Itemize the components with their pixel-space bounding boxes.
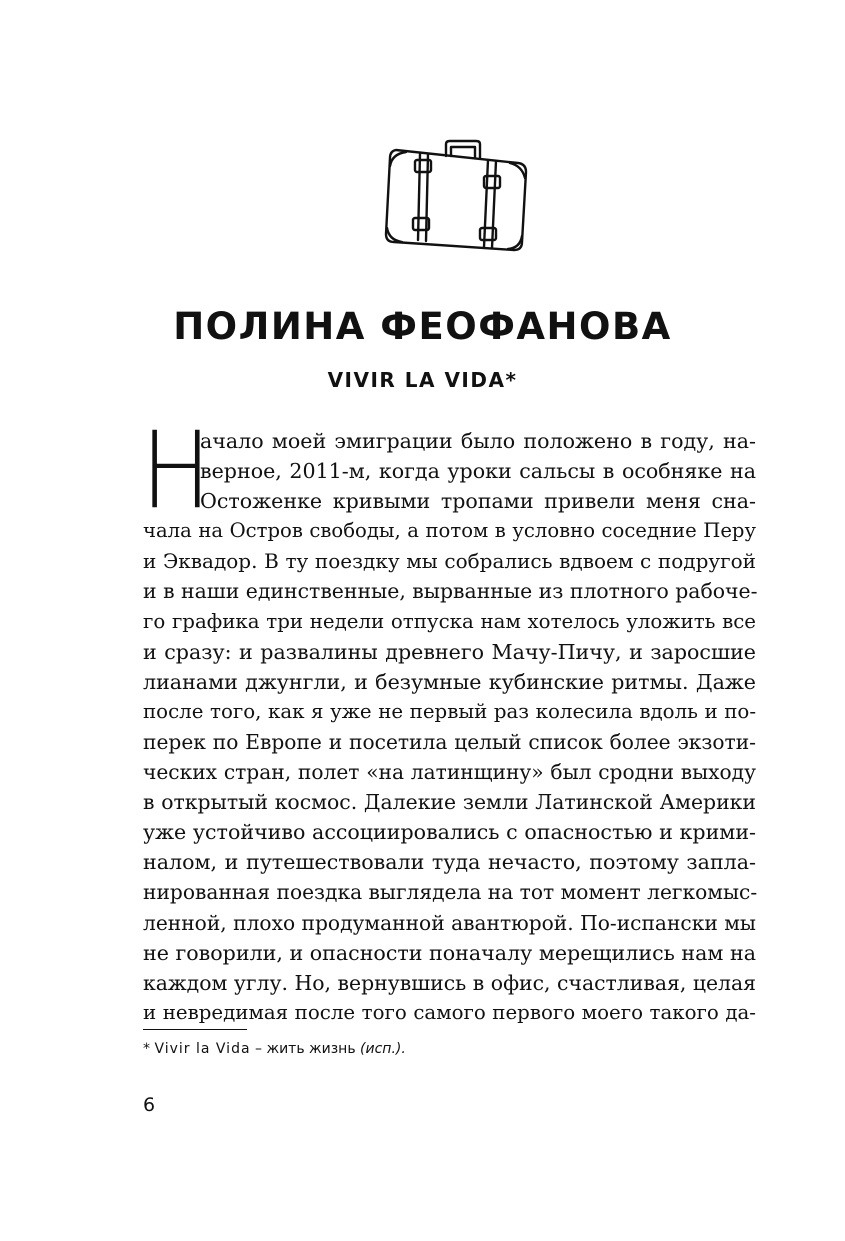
footnote-language: (исп.). bbox=[360, 1041, 406, 1057]
text-line: налом, и путешествовали туда нечасто, поэтому запла- bbox=[143, 850, 756, 875]
text-line: Остоженке кривыми тропами привели меня сна- bbox=[200, 489, 756, 514]
text-line: ленной, плохо продуманной авантюрой. По-испански мы bbox=[143, 910, 756, 935]
text-line: и в наши единственные, вырванные из плотного рабоче- bbox=[143, 579, 758, 604]
footnote-marker: * bbox=[143, 1041, 150, 1057]
footnote-term: Vivir la Vida bbox=[154, 1041, 251, 1057]
body-text bbox=[141, 409, 758, 1028]
text-line: перек по Европе и посетила целый список более экзоти- bbox=[143, 729, 756, 754]
text-line: лианами джунгли, и безумные кубинские ритмы. Даже bbox=[143, 669, 756, 694]
suitcase-icon bbox=[380, 136, 530, 256]
text-line: и невредимая после того самого первого моего такого да- bbox=[143, 1000, 756, 1024]
page-number: 6 bbox=[143, 1094, 156, 1116]
text-line: чала на Остров свободы, а потом в условно соседние Перу bbox=[143, 519, 756, 543]
text-line: нированная поездка выглядела на тот момент легкомыс- bbox=[143, 880, 758, 905]
text-line: и сразу: и развалины древнего Мачу-Пичу, и заросшие bbox=[143, 639, 756, 664]
text-line: и Эквадор. В ту поездку мы собрались вдвоем с подругой bbox=[143, 549, 756, 574]
author-name: ПОЛИНА ФЕОФАНОВА bbox=[173, 305, 672, 348]
text-line: уже устойчиво ассоциировались с опасностью и крими- bbox=[143, 820, 756, 845]
chapter-subtitle: VIVIR LA VIDA* bbox=[327, 368, 518, 392]
text-line: верное, 2011-м, когда уроки сальсы в особняке на bbox=[200, 459, 756, 484]
text-line: после того, как я уже не первый раз колесила вдоль и по- bbox=[143, 699, 756, 723]
text-line: не говорили, и опасности поначалу мерещились нам на bbox=[143, 940, 756, 965]
text-line: каждом углу. Но, вернувшись в офис, счастливая, целая bbox=[143, 970, 756, 995]
text-line: в открытый космос. Далекие земли Латинской Америки bbox=[143, 790, 756, 815]
footnote-translation: жить жизнь bbox=[266, 1041, 356, 1057]
text-line: ачало моей эмиграции было положено в году, на- bbox=[200, 429, 756, 453]
footnote-dash: – bbox=[255, 1041, 262, 1057]
footnote-divider bbox=[143, 1029, 247, 1030]
text-line: го графика три недели отпуска нам хотелось уложить все bbox=[143, 609, 756, 633]
drop-cap: Н bbox=[141, 409, 212, 532]
footnote bbox=[143, 1041, 406, 1057]
text-line: ческих стран, полет «на латинщину» был сродни выходу bbox=[143, 760, 756, 785]
